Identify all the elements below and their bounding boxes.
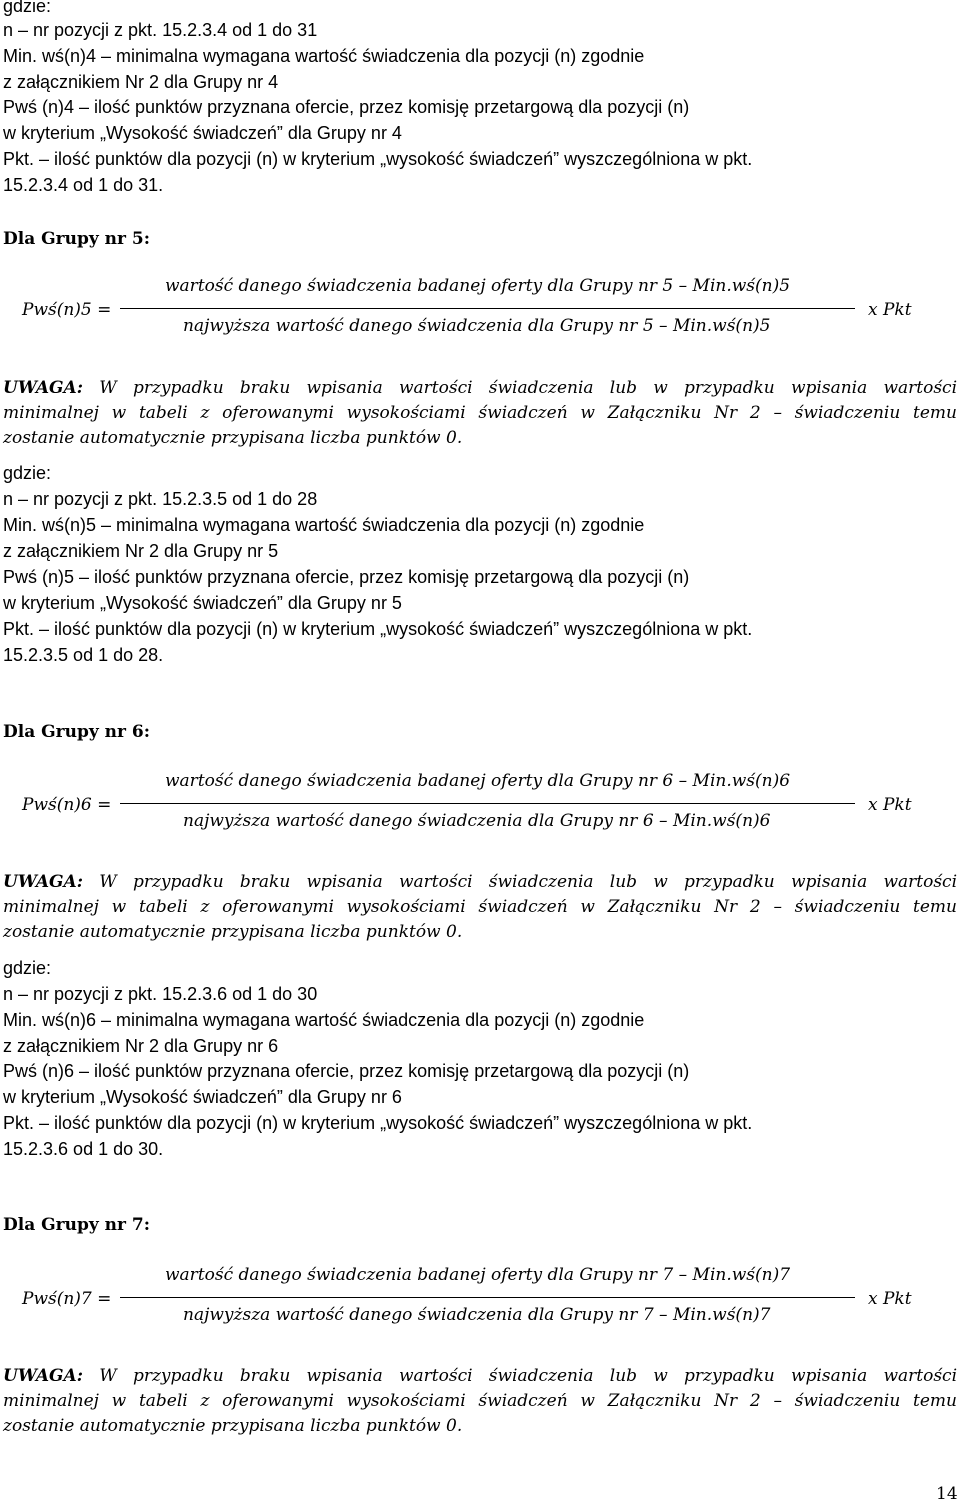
definition-line: w kryterium „Wysokość świadczeń” dla Grupy nr 4	[3, 123, 402, 143]
formula-numerator: wartość danego świadczenia badanej oferty dla Grupy nr 5 – Min.wś(n)5	[165, 276, 791, 296]
uwaga-line: UWAGA: W przypadku braku wpisania wartości świadczenia lub w przypadku wpisania wartości	[3, 872, 958, 892]
fraction-bar	[120, 1297, 855, 1298]
group-heading: Dla Grupy nr 5:	[3, 229, 150, 249]
group-heading: Dla Grupy nr 6:	[3, 722, 150, 742]
uwaga-line: zostanie automatycznie przypisana liczba punktów 0.	[3, 428, 463, 448]
gdzie-label: gdzie:	[3, 958, 52, 978]
uwaga-line: UWAGA: W przypadku braku wpisania wartości świadczenia lub w przypadku wpisania wartości	[3, 378, 958, 398]
uwaga-line: minimalnej w tabeli z oferowanymi wysokościami świadczeń w Załączniku Nr 2 – świadczeniu temu	[3, 1391, 957, 1411]
formula-denominator: najwyższa wartość danego świadczenia dla Grupy nr 7 – Min.wś(n)7	[183, 1305, 771, 1325]
formula-lhs: Pwś(n)6 =	[22, 795, 112, 815]
definition-line: 15.2.3.4 od 1 do 31.	[3, 175, 164, 195]
definition-line: z załącznikiem Nr 2 dla Grupy nr 6	[3, 1036, 279, 1056]
definition-line: Min. wś(n)6 – minimalna wymagana wartość świadczenia dla pozycji (n) zgodnie	[3, 1010, 645, 1030]
definition-line: 15.2.3.5 od 1 do 28.	[3, 645, 164, 665]
formula-lhs: Pwś(n)5 =	[22, 300, 112, 320]
formula-numerator: wartość danego świadczenia badanej oferty dla Grupy nr 7 – Min.wś(n)7	[165, 1265, 791, 1285]
definition-line: Min. wś(n)4 – minimalna wymagana wartość świadczenia dla pozycji (n) zgodnie	[3, 46, 645, 66]
formula-denominator: najwyższa wartość danego świadczenia dla Grupy nr 6 – Min.wś(n)6	[183, 811, 771, 831]
definition-line: Pkt. – ilość punktów dla pozycji (n) w kryterium „wysokość świadczeń” wyszczególniona w pkt.	[3, 1113, 753, 1133]
gdzie-label: gdzie:	[3, 0, 52, 16]
definition-line: n – nr pozycji z pkt. 15.2.3.6 od 1 do 30	[3, 984, 318, 1004]
uwaga-label: UWAGA:	[3, 872, 84, 892]
formula	[0, 276, 960, 356]
definition-line: Min. wś(n)5 – minimalna wymagana wartość świadczenia dla pozycji (n) zgodnie	[3, 515, 645, 535]
uwaga-line: minimalnej w tabeli z oferowanymi wysokościami świadczeń w Załączniku Nr 2 – świadczeniu temu	[3, 897, 957, 917]
formula-numerator: wartość danego świadczenia badanej oferty dla Grupy nr 6 – Min.wś(n)6	[165, 771, 791, 791]
definition-line: Pwś (n)5 – ilość punktów przyznana ofercie, przez komisję przetargową dla pozycji (n)	[3, 567, 690, 587]
formula-denominator: najwyższa wartość danego świadczenia dla Grupy nr 5 – Min.wś(n)5	[183, 316, 771, 336]
gdzie-label: gdzie:	[3, 463, 52, 483]
definition-line: w kryterium „Wysokość świadczeń” dla Grupy nr 6	[3, 1087, 402, 1107]
definition-line: 15.2.3.6 od 1 do 30.	[3, 1139, 164, 1159]
formula	[0, 771, 960, 851]
formula-rhs: x Pkt	[868, 795, 912, 815]
definition-line: z załącznikiem Nr 2 dla Grupy nr 4	[3, 72, 279, 92]
group-heading: Dla Grupy nr 7:	[3, 1215, 150, 1235]
definition-line: Pwś (n)6 – ilość punktów przyznana ofercie, przez komisję przetargową dla pozycji (n)	[3, 1061, 690, 1081]
definition-line: Pkt. – ilość punktów dla pozycji (n) w kryterium „wysokość świadczeń” wyszczególniona w pkt.	[3, 149, 753, 169]
definition-line: w kryterium „Wysokość świadczeń” dla Grupy nr 5	[3, 593, 402, 613]
uwaga-line: zostanie automatycznie przypisana liczba punktów 0.	[3, 1416, 463, 1436]
formula-rhs: x Pkt	[868, 300, 912, 320]
uwaga-label: UWAGA:	[3, 1366, 84, 1386]
uwaga-line: zostanie automatycznie przypisana liczba punktów 0.	[3, 922, 463, 942]
page-number: 14	[936, 1484, 958, 1504]
definition-line: n – nr pozycji z pkt. 15.2.3.4 od 1 do 31	[3, 20, 318, 40]
uwaga-line: UWAGA: W przypadku braku wpisania wartości świadczenia lub w przypadku wpisania wartości	[3, 1366, 958, 1386]
formula-lhs: Pwś(n)7 =	[22, 1289, 112, 1309]
definition-line: z załącznikiem Nr 2 dla Grupy nr 5	[3, 541, 279, 561]
formula	[0, 1265, 960, 1345]
definition-line: Pwś (n)4 – ilość punktów przyznana ofercie, przez komisję przetargową dla pozycji (n)	[3, 97, 690, 117]
fraction-bar	[120, 803, 855, 804]
uwaga-label: UWAGA:	[3, 378, 84, 398]
formula-rhs: x Pkt	[868, 1289, 912, 1309]
uwaga-line: minimalnej w tabeli z oferowanymi wysokościami świadczeń w Załączniku Nr 2 – świadczeniu temu	[3, 403, 957, 423]
definition-line: Pkt. – ilość punktów dla pozycji (n) w kryterium „wysokość świadczeń” wyszczególniona w pkt.	[3, 619, 753, 639]
fraction-bar	[120, 308, 855, 309]
definition-line: n – nr pozycji z pkt. 15.2.3.5 od 1 do 28	[3, 489, 318, 509]
